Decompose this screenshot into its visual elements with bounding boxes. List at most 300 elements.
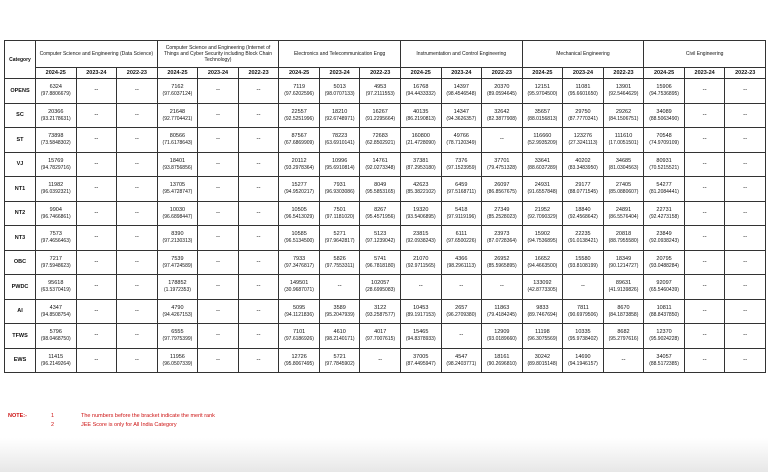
cutoff-cell xyxy=(400,79,441,104)
merit-rank: -- xyxy=(743,258,748,265)
merit-rank: 5826 xyxy=(333,255,346,262)
percentile-score: (96.0507339) xyxy=(162,360,193,367)
percentile-score: (96.2709380) xyxy=(446,311,477,318)
merit-rank: 22557 xyxy=(291,108,307,115)
cutoff-cell xyxy=(36,128,77,153)
percentile-score: (41.9139826) xyxy=(608,287,639,294)
percentile-score: (92.0273348) xyxy=(365,164,396,171)
merit-rank: -- xyxy=(743,356,748,363)
cutoff-cell xyxy=(603,103,644,128)
merit-rank: 37005 xyxy=(413,353,429,360)
merit-rank: -- xyxy=(134,356,139,363)
percentile-score: (84.1506751) xyxy=(608,115,639,122)
cutoff-cell xyxy=(36,250,77,275)
merit-rank: 18349 xyxy=(615,255,632,262)
merit-rank: 4953 xyxy=(374,84,387,91)
merit-rank: -- xyxy=(134,332,139,339)
percentile-score: (92.7704421) xyxy=(162,115,193,122)
cutoff-cell xyxy=(684,226,725,251)
merit-rank: 3122 xyxy=(374,304,387,311)
cutoff-cell xyxy=(522,324,563,349)
percentile-score: (92.5464629) xyxy=(608,91,639,98)
percentile-score: (91.0138421) xyxy=(568,238,598,245)
cutoff-cell xyxy=(441,348,482,373)
cutoff-cell xyxy=(117,275,158,300)
percentile-score: (93.2978364) xyxy=(284,164,314,171)
cutoff-cell xyxy=(563,250,604,275)
percentile-score: (87.4495947) xyxy=(405,360,436,367)
merit-rank: 7539 xyxy=(171,255,184,262)
cutoff-cell xyxy=(117,226,158,251)
merit-rank: 29750 xyxy=(575,108,591,115)
percentile-score: (93.8756856) xyxy=(162,164,193,171)
cutoff-cell xyxy=(117,299,158,324)
percentile-score: (88.5172385) xyxy=(649,360,679,367)
note-text: JEE Score is only for All India Category xyxy=(81,422,177,428)
merit-rank: -- xyxy=(702,160,707,167)
merit-rank: 7501 xyxy=(333,206,346,213)
merit-rank: 6324 xyxy=(49,84,62,91)
percentile-score: (96.6898447) xyxy=(162,213,193,220)
percentile-score: (28.6995083) xyxy=(365,287,396,294)
merit-rank: -- xyxy=(256,160,261,167)
merit-rank: 21952 xyxy=(534,206,551,213)
cutoff-cell xyxy=(441,152,482,177)
notes-section xyxy=(8,412,508,430)
percentile-score: (52.9935209) xyxy=(527,140,558,147)
cutoff-cell xyxy=(157,152,198,177)
merit-rank: 178852 xyxy=(168,280,187,287)
cutoff-cell xyxy=(644,348,685,373)
percentile-score: (97.7553311) xyxy=(324,262,355,269)
merit-rank: 11415 xyxy=(48,353,64,360)
merit-rank: 102057 xyxy=(371,280,390,287)
percentile-score: (85.0880607) xyxy=(608,189,639,196)
merit-rank: 8049 xyxy=(374,182,387,189)
cutoff-cell xyxy=(644,152,685,177)
notes-label-spacer xyxy=(8,421,51,430)
cutoff-cell xyxy=(360,103,401,128)
merit-rank: -- xyxy=(256,258,261,265)
percentile-score: (81.2084441) xyxy=(649,189,679,196)
merit-rank: 29177 xyxy=(575,182,591,189)
cutoff-cell xyxy=(563,103,604,128)
cutoff-cell xyxy=(76,79,117,104)
merit-rank: -- xyxy=(134,185,139,192)
merit-rank: 14761 xyxy=(372,157,388,164)
merit-rank: -- xyxy=(743,332,748,339)
merit-rank: 22731 xyxy=(656,206,672,213)
cutoff-cell xyxy=(157,177,198,202)
percentile-score: (97.6500226) xyxy=(446,238,477,245)
percentile-score: (79.4184245) xyxy=(486,311,517,318)
percentile-score: (81.0304563) xyxy=(608,164,639,171)
merit-rank: -- xyxy=(702,136,707,143)
table-row xyxy=(5,250,766,275)
cutoff-cell xyxy=(644,201,685,226)
merit-rank: 34057 xyxy=(656,353,672,360)
merit-rank: 19320 xyxy=(413,206,429,213)
merit-rank: 5418 xyxy=(455,206,468,213)
percentile-score: (95.9024228) xyxy=(649,336,679,343)
percentile-score: (87.7770341) xyxy=(568,115,598,122)
cutoff-cell xyxy=(76,152,117,177)
cutoff-cell xyxy=(684,152,725,177)
cutoff-cell xyxy=(725,79,766,104)
merit-rank: -- xyxy=(580,283,585,290)
cutoff-cell xyxy=(36,324,77,349)
percentile-score: (92.4273158) xyxy=(649,213,679,220)
year-header: 2023-24 xyxy=(563,68,604,79)
cutoff-cell xyxy=(319,348,360,373)
merit-rank: -- xyxy=(215,87,220,94)
cutoff-cell xyxy=(441,250,482,275)
cutoff-cell xyxy=(319,103,360,128)
merit-rank: 11081 xyxy=(575,84,591,91)
merit-rank: 34685 xyxy=(615,157,632,164)
merit-rank: 13705 xyxy=(169,182,186,189)
merit-rank: 10585 xyxy=(291,231,307,238)
cutoff-cell xyxy=(400,299,441,324)
merit-rank: 89631 xyxy=(615,280,632,287)
merit-rank: -- xyxy=(256,209,261,216)
cutoff-cell xyxy=(360,201,401,226)
cutoff-cell xyxy=(522,103,563,128)
merit-rank: 80931 xyxy=(656,157,672,164)
page-fade-edge xyxy=(0,438,768,472)
merit-rank: -- xyxy=(94,356,99,363)
cutoff-cell xyxy=(725,201,766,226)
cutoff-cell xyxy=(279,152,320,177)
year-header: 2023-24 xyxy=(684,68,725,79)
percentile-score: (88.5063490) xyxy=(649,115,679,122)
merit-rank: 87567 xyxy=(291,133,307,140)
merit-rank: -- xyxy=(215,111,220,118)
table-row xyxy=(5,201,766,226)
merit-rank: 14347 xyxy=(453,108,469,115)
cutoff-cell xyxy=(117,79,158,104)
cutoff-cell xyxy=(563,152,604,177)
year-header: 2023-24 xyxy=(441,68,482,79)
cutoff-cell xyxy=(603,324,644,349)
percentile-score: (71.6178643) xyxy=(162,140,193,147)
percentile-score: (84.1873858) xyxy=(608,311,639,318)
merit-rank: -- xyxy=(134,160,139,167)
merit-rank: 12909 xyxy=(494,329,510,336)
percentile-score: (96.3075569) xyxy=(527,336,558,343)
cutoff-cell xyxy=(644,324,685,349)
category-cell: EWS xyxy=(5,348,36,373)
cutoff-cell xyxy=(522,128,563,153)
merit-rank: -- xyxy=(702,111,707,118)
percentile-score: (17.0051501) xyxy=(608,140,639,147)
cutoff-cell xyxy=(319,250,360,275)
cutoff-cell xyxy=(563,226,604,251)
merit-rank: -- xyxy=(702,258,707,265)
cutoff-cell xyxy=(400,348,441,373)
cutoff-cell xyxy=(644,299,685,324)
percentile-score: (97.4724589) xyxy=(162,262,193,269)
percentile-score: (94.7536895) xyxy=(649,91,679,98)
percentile-score: (67.6869909) xyxy=(284,140,314,147)
percentile-score: (95.2797616) xyxy=(608,336,639,343)
year-header: 2024-25 xyxy=(279,68,320,79)
percentile-score: (92.0938243) xyxy=(649,238,679,245)
cutoff-cell xyxy=(522,348,563,373)
cutoff-cell xyxy=(563,177,604,202)
merit-rank: -- xyxy=(256,234,261,241)
table-body xyxy=(5,79,766,373)
cutoff-cell xyxy=(319,128,360,153)
merit-rank: 15580 xyxy=(575,255,591,262)
percentile-score: (70.5215521) xyxy=(649,164,679,171)
percentile-score: (98.2140171) xyxy=(324,336,355,343)
category-cell: NT3 xyxy=(5,226,36,251)
percentile-score: (97.6186926) xyxy=(284,336,314,343)
cutoff-cell xyxy=(400,275,441,300)
merit-rank: 4547 xyxy=(455,353,468,360)
cutoff-cell xyxy=(441,177,482,202)
year-header: 2024-25 xyxy=(644,68,685,79)
branch-header: Computer Science and Engineering (Internet of Things and Cyber Security including Block Chain Technology) xyxy=(157,41,279,68)
merit-rank: 18401 xyxy=(169,157,186,164)
merit-rank: 116660 xyxy=(533,133,552,140)
cutoff-cell xyxy=(117,128,158,153)
year-header-row xyxy=(5,68,766,79)
cutoff-cell xyxy=(482,128,523,153)
percentile-score: (97.6202596) xyxy=(284,91,314,98)
cutoff-cell xyxy=(482,79,523,104)
cutoff-cell xyxy=(117,152,158,177)
cutoff-cell xyxy=(76,103,117,128)
merit-rank: -- xyxy=(215,356,220,363)
cutoff-cell xyxy=(725,275,766,300)
cutoff-cell xyxy=(238,275,279,300)
merit-rank: -- xyxy=(134,234,139,241)
merit-rank: 24931 xyxy=(534,182,551,189)
cutoff-cell xyxy=(522,226,563,251)
merit-rank: -- xyxy=(702,356,707,363)
merit-rank: 149501 xyxy=(289,280,309,287)
year-header: 2023-24 xyxy=(319,68,360,79)
merit-rank: -- xyxy=(702,234,707,241)
percentile-score: (92.0938243) xyxy=(405,238,436,245)
cutoff-cell xyxy=(684,128,725,153)
merit-rank: 10811 xyxy=(656,304,672,311)
percentile-score: (88.0156813) xyxy=(527,115,558,122)
percentile-score: (97.6037124) xyxy=(162,91,193,98)
percentile-score: (85.3822102) xyxy=(405,189,436,196)
merit-rank: 15465 xyxy=(413,329,429,336)
category-cell: AI xyxy=(5,299,36,324)
percentile-score: (88.0771545) xyxy=(568,189,598,196)
table-row xyxy=(5,226,766,251)
merit-rank: 7573 xyxy=(49,231,62,238)
merit-rank: -- xyxy=(256,87,261,94)
cutoff-cell xyxy=(563,275,604,300)
percentile-score: (83.3483950) xyxy=(568,164,598,171)
cutoff-cell xyxy=(644,177,685,202)
merit-rank: 160800 xyxy=(411,133,430,140)
percentile-score: (95.2047939) xyxy=(324,311,355,318)
cutoff-cell xyxy=(36,201,77,226)
cutoff-cell xyxy=(279,79,320,104)
merit-rank: -- xyxy=(499,283,504,290)
merit-rank: -- xyxy=(702,307,707,314)
table-row xyxy=(5,79,766,104)
merit-rank: 32642 xyxy=(494,108,510,115)
merit-rank: -- xyxy=(94,209,99,216)
cutoff-cell xyxy=(644,79,685,104)
percentile-score: (93.0189660) xyxy=(486,336,517,343)
category-cell: NT1 xyxy=(5,177,36,202)
merit-rank: -- xyxy=(215,283,220,290)
cutoff-cell xyxy=(644,128,685,153)
merit-rank: -- xyxy=(94,307,99,314)
cutoff-cell xyxy=(603,275,644,300)
merit-rank: -- xyxy=(94,332,99,339)
merit-rank: 15902 xyxy=(534,231,551,238)
category-cell: OBC xyxy=(5,250,36,275)
percentile-score: (90.2696810) xyxy=(486,360,517,367)
percentile-score: (87.0728364) xyxy=(486,238,517,245)
merit-rank: 16652 xyxy=(534,255,551,262)
percentile-score: (97.7975399) xyxy=(162,336,193,343)
percentile-score: (94.4433332) xyxy=(405,91,436,98)
merit-rank: 8670 xyxy=(617,304,630,311)
cutoff-cell xyxy=(482,201,523,226)
notes-label: NOTE:- xyxy=(8,413,27,419)
cutoff-cell xyxy=(522,250,563,275)
cutoff-cell xyxy=(400,128,441,153)
percentile-score: (98.2961113) xyxy=(446,262,476,269)
cutoff-cell xyxy=(36,226,77,251)
merit-rank: 26952 xyxy=(494,255,510,262)
merit-rank: 5721 xyxy=(333,353,346,360)
merit-rank: 123276 xyxy=(573,133,593,140)
percentile-score: (94.9520217) xyxy=(284,189,314,196)
merit-rank: -- xyxy=(215,258,220,265)
percentile-score: (98.4546548) xyxy=(446,91,477,98)
cutoff-cell xyxy=(279,177,320,202)
merit-rank: 6111 xyxy=(455,231,467,238)
note-row xyxy=(8,421,508,430)
percentile-score: (97.1239042) xyxy=(365,238,396,245)
table-row xyxy=(5,348,766,373)
percentile-score: (92.7090329) xyxy=(527,213,558,220)
merit-rank: 20370 xyxy=(494,84,510,91)
cutoff-cell xyxy=(198,250,239,275)
cutoff-cell xyxy=(644,103,685,128)
percentile-score: (97.3476817) xyxy=(284,262,314,269)
percentile-score: (74.9709109) xyxy=(649,140,679,147)
cutoff-cell xyxy=(725,226,766,251)
cutoff-cell xyxy=(400,201,441,226)
cutoff-cell xyxy=(238,79,279,104)
cutoff-cell xyxy=(117,348,158,373)
cutoff-cell xyxy=(441,79,482,104)
note-number: 1 xyxy=(51,413,55,419)
merit-rank: 14690 xyxy=(575,353,591,360)
merit-rank: 21648 xyxy=(169,108,186,115)
percentile-score: (95.5853165) xyxy=(365,189,396,196)
year-header: 2022-23 xyxy=(603,68,644,79)
merit-rank: 5013 xyxy=(333,84,346,91)
percentile-score: (98.0707133) xyxy=(324,91,355,98)
table-row xyxy=(5,324,766,349)
merit-rank: 95618 xyxy=(48,280,64,287)
percentile-score: (97.4656463) xyxy=(40,238,71,245)
merit-rank: 4366 xyxy=(455,255,468,262)
cutoff-cell xyxy=(76,177,117,202)
percentile-score: (88.6037289) xyxy=(527,164,558,171)
merit-rank: -- xyxy=(215,307,220,314)
merit-rank: 16768 xyxy=(413,84,429,91)
merit-rank: 40202 xyxy=(575,157,591,164)
cutoff-cell xyxy=(319,299,360,324)
merit-rank: 10030 xyxy=(169,206,186,213)
cutoff-cell xyxy=(563,348,604,373)
merit-rank: 22235 xyxy=(575,231,591,238)
cutoff-cell xyxy=(360,128,401,153)
merit-rank: -- xyxy=(215,160,220,167)
cutoff-cell xyxy=(522,152,563,177)
merit-rank: 27349 xyxy=(494,206,510,213)
merit-rank: -- xyxy=(134,307,139,314)
cutoff-cell xyxy=(725,299,766,324)
cutoff-cell xyxy=(725,324,766,349)
percentile-score: (97.5168711) xyxy=(446,189,476,196)
cutoff-cell xyxy=(36,103,77,128)
percentile-score: (96.7466861) xyxy=(40,213,71,220)
note-number: 2 xyxy=(51,422,55,428)
merit-rank: 26097 xyxy=(494,182,510,189)
cutoff-cell xyxy=(238,128,279,153)
merit-rank: -- xyxy=(702,185,707,192)
cutoff-cell xyxy=(684,299,725,324)
merit-rank: 5741 xyxy=(374,255,387,262)
merit-rank: -- xyxy=(215,234,220,241)
merit-rank: 14397 xyxy=(453,84,469,91)
percentile-score: (94.4663500) xyxy=(527,262,558,269)
merit-rank: 54277 xyxy=(656,182,672,189)
percentile-score: (21.4728090) xyxy=(405,140,436,147)
percentile-score: (91.6557848) xyxy=(527,189,558,196)
merit-rank: 27405 xyxy=(615,182,632,189)
merit-rank: 12151 xyxy=(534,84,551,91)
merit-rank: 10996 xyxy=(332,157,348,164)
cutoff-cell xyxy=(279,103,320,128)
merit-rank: 73898 xyxy=(48,133,64,140)
cutoff-cell xyxy=(279,299,320,324)
cutoff-cell xyxy=(725,250,766,275)
percentile-score: (97.9119196) xyxy=(446,213,476,220)
cutoff-cell xyxy=(76,324,117,349)
merit-rank: 34089 xyxy=(656,108,672,115)
cutoff-cell xyxy=(279,324,320,349)
cutoff-cell xyxy=(725,177,766,202)
cutoff-cell xyxy=(319,275,360,300)
cutoff-cell xyxy=(603,128,644,153)
percentile-score: (93.8108199) xyxy=(568,262,598,269)
percentile-score: (98.2403771) xyxy=(446,360,477,367)
cutoff-cell xyxy=(725,348,766,373)
cutoff-cell xyxy=(441,299,482,324)
cutoff-cell xyxy=(36,299,77,324)
merit-rank: 15906 xyxy=(656,84,672,91)
merit-rank: -- xyxy=(743,87,748,94)
percentile-score: (63.6910141) xyxy=(324,140,355,147)
